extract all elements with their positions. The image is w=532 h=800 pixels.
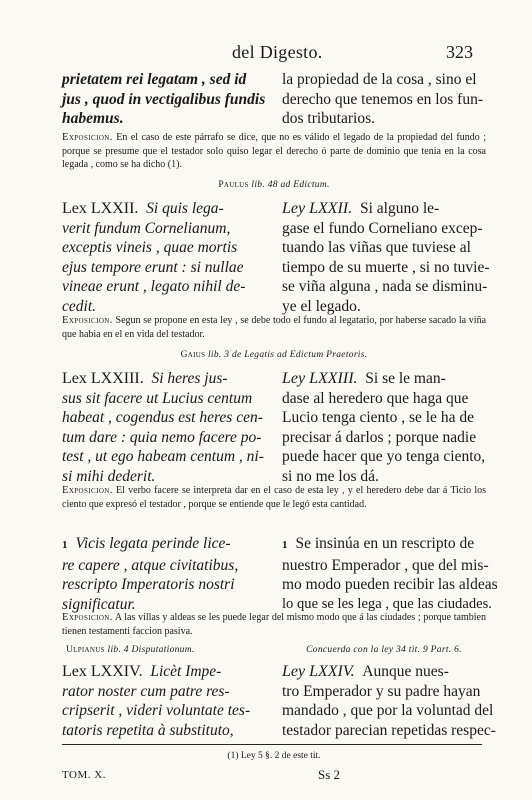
spanish-line: Se insinúa en un rescripto de [295,535,475,552]
exposicion-4 [62,611,486,638]
lex-label: Lex LXXIII. [62,370,144,387]
spanish-line: nuestro Emperador , que del mis- [282,556,489,574]
latin-line: re capere , atque civitatibus, [62,556,239,574]
latin-line: exceptis vineis , quae mortis [62,239,238,256]
latin-line: rescripto Imperatoris nostri [62,576,235,593]
spanish-line: testador parecian repetidas respec- [282,721,496,739]
latin-line: tum dare : quia nemo facere po- [62,428,262,446]
exposicion-text: El verbo facere se interpreta dar en el caso de esta ley , y el heredero debe dar á Ticio los ciento que expresó el testador , porque se entiende que le legó esta cantidad. [62,485,487,510]
latin-column-3 [62,369,266,486]
page-number: 323 [446,42,473,62]
paragraph-number: 1 [282,539,288,551]
rubric-author: Gaius [180,350,206,360]
latin-line: Licèt Impe- [150,663,222,680]
spanish-line: tuando las viñas que tuviese al [282,239,471,256]
latin-column-1 [62,70,266,129]
ley-label: Ley LXXII. [282,200,353,217]
exposicion-label: Exposicion. [62,315,113,326]
spanish-line: mo modo pueden recibir las aldeas [282,576,498,593]
latin-line: jus , quod in vectigalibus fundis [62,90,266,108]
spanish-column-2 [282,199,490,316]
lex-label: Lex LXXIV. [62,663,143,680]
latin-line: habeat , cogendus est heres cen- [62,409,263,426]
rubric-concordance [282,645,486,655]
latin-line: Si quis lega- [146,200,224,217]
spanish-line: tiempo de su muerte , si no tuvie- [282,258,490,276]
spanish-line: mandado , que por la voluntad del [282,702,494,719]
spanish-line: precisar á darlos ; porque nadie [282,428,477,446]
latin-line: rator noster cum patre res- [62,682,230,700]
spanish-line: tro Emperador y su padre hayan [282,682,481,700]
spanish-line: Aunque nues- [362,663,449,680]
spanish-line: puede hacer que yo tenga ciento, [282,448,486,465]
latin-line: cedit. [62,297,96,315]
exposicion-text: Segun se propone en esta ley , se debe todo el fundo al legatario, por haberse sacado la viña que habia en el en vida del testador. [62,315,487,340]
spanish-line: derecho que tenemos en los fun- [282,90,484,108]
footnote-rule [62,744,482,745]
footnote: (1) Ley 5 §. 2 de este tit. [227,751,321,761]
latin-line: si mihi dederit. [62,467,156,485]
latin-line: ejus tempore erunt : si nullae [62,258,244,276]
exposicion-3 [62,484,486,511]
lex-label: Lex LXXII. [62,200,139,217]
latin-line: verit fundum Cornelianum, [62,219,231,237]
spanish-line: lo que se les lega , que las ciudades. [282,595,492,612]
spanish-line: gase el fundo Corneliano excep- [282,219,483,237]
ley-label: Ley LXXIV. [282,663,355,680]
rubric-author: Paulus [218,180,249,190]
running-head-title: del Digesto. [232,42,323,62]
latin-column-4 [62,534,266,614]
latin-line: habemus. [62,110,124,127]
spanish-line: Si se le man- [365,370,446,387]
spanish-line: si no me los dá. [282,467,379,485]
latin-line: tatoris repetita à substituto, [62,721,234,739]
volume-mark: TOM. X. [62,769,106,781]
latin-column-2 [62,199,266,316]
rubric-paulus [62,180,486,190]
spanish-line: Lucio tenga ciento , se le ha de [282,409,474,426]
latin-line: cripserit , videri voluntate tes- [62,702,251,719]
exposicion-2 [62,314,486,341]
spanish-column-4 [282,534,498,614]
latin-line: sus sit facere ut Lucius centum [62,389,253,407]
running-head [0,42,532,66]
latin-line: vineae erunt , legato nihil de- [62,278,246,295]
latin-line: prietatem rei legatam , sed id [62,71,247,88]
rubric-reference: lib. 48 ad Edictum. [251,180,330,190]
spanish-column-1 [282,70,486,129]
exposicion-label: Exposicion. [62,132,113,143]
latin-line: Vicis legata perinde lice- [75,535,231,552]
paragraph-number: 1 [62,539,68,551]
exposicion-text: En el caso de este párrafo se dice, que no es válido el legado de la propiedad del fundo ; porque se presume que el testador solo quiso legar el derecho ó parte de dominio que tenia en la cosa legada , como se ha dicho (1). [62,132,486,170]
spanish-line: la propiedad de la cosa , sino el [282,71,477,88]
rubric-author: Ulpianus [66,645,105,655]
exposicion-1 [62,131,486,172]
spanish-line: dos tributarios. [282,110,375,127]
latin-line: Si heres jus- [151,370,228,387]
signature-mark: Ss 2 [318,767,341,782]
rubric-ulpianus [62,645,270,655]
spanish-column-5 [282,662,496,740]
spanish-column-3 [282,369,486,486]
exposicion-label: Exposicion. [62,612,113,623]
exposicion-label: Exposicion. [62,485,113,496]
exposicion-text: A las villas y aldeas se les puede legar del mismo modo que á las ciudades ; porque tambien tienen testamenti faccion pasiva. [62,612,486,637]
rubric-reference: lib. 4 Disputationum. [107,645,195,655]
spanish-line: Si alguno le- [359,200,440,217]
rubric-reference: Concuerda con la ley 34 tit. 9 Part. 6. [306,645,462,655]
spanish-line: dase al heredero que haga que [282,389,469,407]
rubric-gaius [62,350,486,360]
latin-line: significatur. [62,595,136,613]
spanish-line: ye el legado. [282,297,361,315]
spanish-line: se viña alguna , nada se disminu- [282,278,488,295]
latin-column-5 [62,662,266,740]
latin-line: test , ut ego habeam centum , ni- [62,448,264,465]
ley-label: Ley LXXIII. [282,370,358,387]
rubric-reference: lib. 3 de Legatis ad Edictum Praetoris. [207,350,368,360]
